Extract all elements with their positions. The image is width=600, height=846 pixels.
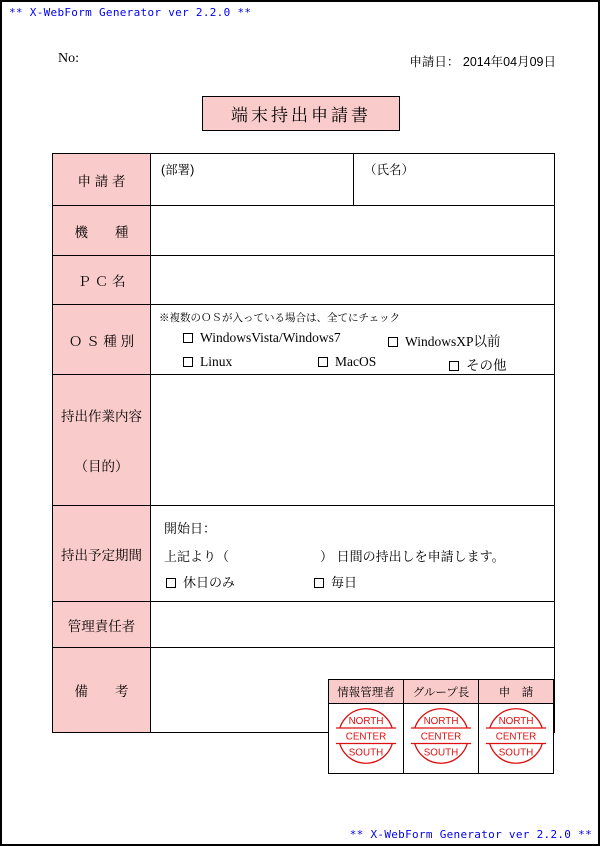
row-label-remarks: 備 考 [53, 648, 151, 733]
stamp-line-south: SOUTH [423, 747, 459, 759]
os-option-macos[interactable] [318, 354, 376, 370]
generator-footer-text: ** X-WebForm Generator ver 2.2.0 ** [349, 828, 592, 841]
table-row [53, 154, 555, 206]
stamp-line-center: CENTER [495, 731, 537, 743]
application-date-value: 2014年04月09日 [462, 55, 556, 69]
approval-stamp-icon [410, 705, 472, 767]
os-option-label: WindowsVista/Windows7 [200, 330, 341, 345]
row-label-purpose [53, 375, 151, 506]
stamp-line-center: CENTER [345, 731, 387, 743]
period-option-holidays[interactable] [166, 572, 235, 591]
os-note: ※複数のＯＳが入っている場合は、全てにチェック [159, 312, 401, 324]
os-option-label: その他 [466, 358, 507, 373]
os-option-xp[interactable] [388, 330, 500, 350]
os-option-other[interactable] [449, 354, 507, 374]
os-option-label: MacOS [335, 354, 377, 369]
checkbox-macos[interactable] [318, 357, 328, 367]
manager-field[interactable] [151, 602, 555, 648]
row-label-os-type: Ｏ Ｓ 種 別 [53, 305, 151, 375]
table-row [53, 506, 555, 602]
application-date [409, 52, 556, 70]
os-type-field [151, 305, 555, 375]
os-option-label: Linux [200, 354, 233, 369]
application-form-table [52, 153, 555, 733]
approval-stamp-row [329, 704, 554, 774]
form-title: 端末持出申請書 [202, 96, 400, 131]
stamp-info-manager[interactable] [329, 704, 404, 774]
pc-name-field[interactable] [151, 256, 555, 305]
generator-header-text: ** X-WebForm Generator ver 2.2.0 ** [9, 6, 252, 19]
os-option-vista7[interactable] [183, 330, 341, 346]
approval-header-application: 申 請 [479, 680, 554, 704]
purpose-field[interactable] [151, 375, 555, 506]
checkbox-everyday[interactable] [314, 578, 324, 588]
row-label-manager: 管理責任者 [53, 602, 151, 648]
purpose-label-line2: （目的） [74, 459, 129, 474]
checkbox-linux[interactable] [183, 357, 193, 367]
approval-header-info-manager: 情報管理者 [329, 680, 404, 704]
row-label-applicant: 申 請 者 [53, 154, 151, 206]
applicant-dept-field[interactable]: (部署) [151, 154, 354, 206]
row-label-pc-name: Ｐ Ｃ 名 [53, 256, 151, 305]
application-date-label: 申請日： [409, 55, 460, 69]
table-row [53, 256, 555, 305]
stamp-line-north: NORTH [498, 715, 534, 727]
stamp-group-leader[interactable] [404, 704, 479, 774]
approval-header-row [329, 680, 554, 704]
stamp-line-north: NORTH [423, 715, 459, 727]
table-row [53, 206, 555, 256]
checkbox-windows-vista-7[interactable] [183, 333, 193, 343]
duration-line: 上記より（ ） 日間の持出しを申請します。 [164, 549, 505, 564]
checkbox-holidays-only[interactable] [166, 578, 176, 588]
applicant-name-field[interactable]: （氏名） [354, 154, 555, 206]
period-option-label: 毎日 [331, 575, 358, 590]
row-label-model: 機 種 [53, 206, 151, 256]
approval-stamp-table [328, 679, 554, 774]
model-field[interactable] [151, 206, 555, 256]
period-option-label: 休日のみ [183, 575, 236, 590]
stamp-line-center: CENTER [420, 731, 462, 743]
os-option-label: WindowsXP以前 [405, 334, 501, 349]
start-date-label: 開始日： [164, 521, 217, 536]
approval-header-group-leader: グループ長 [404, 680, 479, 704]
row-label-period: 持出予定期間 [53, 506, 151, 602]
stamp-line-south: SOUTH [348, 747, 384, 759]
os-option-linux[interactable] [183, 354, 232, 370]
period-option-everyday[interactable] [314, 572, 357, 591]
stamp-line-north: NORTH [348, 715, 384, 727]
checkbox-other[interactable] [449, 361, 459, 371]
checkbox-windows-xp[interactable] [388, 337, 398, 347]
period-field[interactable] [151, 506, 555, 602]
approval-stamp-icon [485, 705, 547, 767]
purpose-label-line1: 持出作業内容 [61, 409, 142, 424]
form-number-label: No: [58, 51, 79, 66]
table-row [53, 305, 555, 375]
approval-stamp-icon [335, 705, 397, 767]
table-row [53, 375, 555, 506]
stamp-application[interactable] [479, 704, 554, 774]
table-row [53, 602, 555, 648]
stamp-line-south: SOUTH [498, 747, 534, 759]
